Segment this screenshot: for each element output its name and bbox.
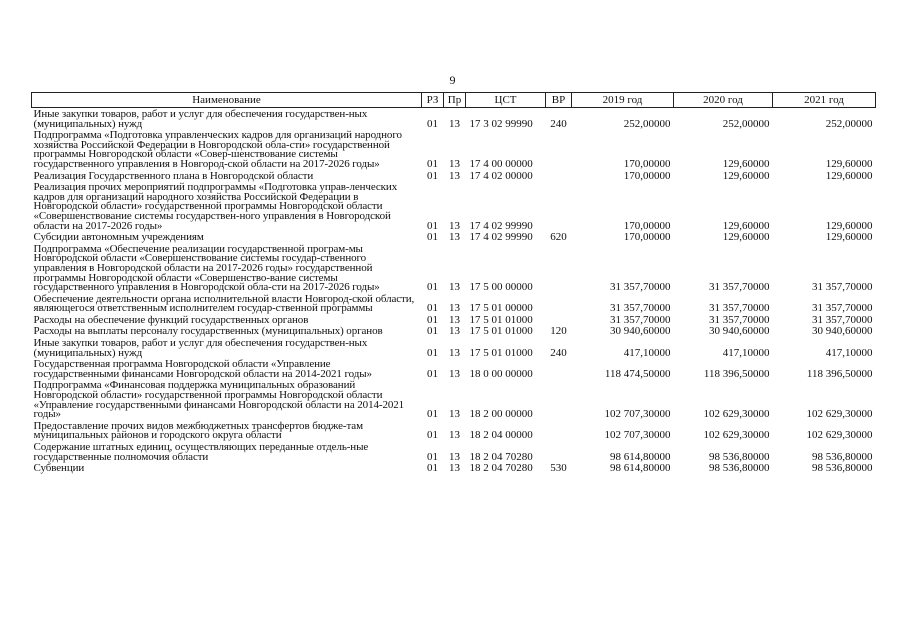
row-vr: 530 [550, 462, 567, 475]
table-row [32, 314, 876, 326]
row-2019: 31 357,70000 [610, 281, 671, 294]
row-vr: 620 [550, 231, 567, 244]
row-vr [546, 170, 572, 182]
row-vr: 120 [550, 325, 567, 338]
row-2021: 98 536,80000 [812, 450, 873, 463]
row-2019: 170,00000 [623, 169, 671, 182]
table-row [32, 325, 876, 337]
row-pr: 13 [449, 346, 460, 359]
row-pr: 13 [449, 462, 460, 475]
row-name: Иные закупки товаров, работ и услуг для обеспечения государствен-ных (муниципальных) нужд [33, 108, 368, 130]
row-pr: 13 [449, 302, 460, 315]
row-2020: 417,10000 [722, 346, 770, 359]
row-cst: 17 3 02 99990 [469, 117, 533, 130]
row-2019: 102 707,30000 [604, 429, 671, 442]
row-pr: 13 [449, 157, 460, 170]
row-pr: 13 [449, 313, 460, 326]
row-pr: 13 [449, 408, 460, 421]
row-2020: 129,60000 [722, 169, 770, 182]
table-row [32, 129, 876, 169]
row-rz: 01 [427, 117, 438, 130]
row-cst: 18 0 00 00000 [469, 367, 533, 380]
row-2020: 129,60000 [722, 231, 770, 244]
header-pr: Пр [444, 93, 466, 108]
row-pr: 13 [449, 117, 460, 130]
row-cst: 17 4 02 99990 [469, 231, 533, 244]
row-2019: 98 614,80000 [610, 462, 671, 475]
row-rz: 01 [427, 302, 438, 315]
row-name: Реализация Государственного плана в Новгородской области [33, 169, 314, 182]
header-vr: ВР [546, 93, 572, 108]
row-name: Иные закупки товаров, работ и услуг для обеспечения государствен-ных (муниципальных) нужд [33, 337, 368, 359]
row-2019: 252,00000 [623, 117, 671, 130]
row-name: Реализация прочих мероприятий подпрограммы «Подготовка управ-ленческих кадров для организаций народного хозяйства Российской Федерации в Новгородской области» государственной программы Новгородской области «Совершенствование системы государствен-ного управления в Новгородской области на 2017-2026 годы» [33, 181, 398, 232]
budget-table [31, 92, 876, 474]
header-2019: 2019 год [572, 93, 674, 108]
row-cst: 17 5 01 01000 [469, 313, 533, 326]
row-vr [546, 243, 572, 293]
row-2020: 102 629,30000 [703, 429, 770, 442]
row-name: Обеспечение деятельности органа исполнительной власти Новгород-ской области, являющегося ответственным исполнителем государ-ственной программы [33, 292, 415, 315]
row-2021: 31 357,70000 [812, 313, 873, 326]
row-2021: 129,60000 [825, 219, 873, 232]
row-vr [546, 129, 572, 169]
row-cst: 18 2 04 00000 [469, 429, 533, 442]
table-row [32, 231, 876, 243]
row-2021: 30 940,60000 [812, 325, 873, 338]
table-row [32, 441, 876, 462]
table-row [32, 108, 876, 130]
row-cst: 18 2 00 00000 [469, 408, 533, 421]
row-rz: 01 [427, 429, 438, 442]
row-rz: 01 [427, 281, 438, 294]
row-cst: 17 5 00 00000 [469, 281, 533, 294]
row-cst: 18 2 04 70280 [469, 450, 533, 463]
row-rz: 01 [427, 462, 438, 475]
row-rz: 01 [427, 169, 438, 182]
row-name: Подпрограмма «Подготовка управленческих кадров для организаций народного хозяйства Российской Федерации в Новгородской обла-сти» государственной программы Новгородской области «Совер-шенствование системы государственного управления в Новгород-ской области на 2017-2026 годы» [33, 129, 402, 170]
row-2021: 129,60000 [825, 169, 873, 182]
row-name: Субсидии автономным учреждениям [33, 231, 204, 244]
row-pr: 13 [449, 231, 460, 244]
row-name: Подпрограмма «Финансовая поддержка муниципальных образований Новгородской области» государственной программы Новгородской области «Управление государственными финансами Новгородской области на 2014-2021 годы» [33, 379, 405, 421]
row-name: Расходы на выплаты персоналу государственных (муниципальных) органов [33, 325, 383, 338]
row-2020: 31 357,70000 [709, 313, 770, 326]
row-2021: 31 357,70000 [812, 302, 873, 315]
row-pr: 13 [449, 429, 460, 442]
row-2020: 31 357,70000 [709, 302, 770, 315]
row-2019: 170,00000 [623, 231, 671, 244]
row-cst: 17 5 01 00000 [469, 302, 533, 315]
row-rz: 01 [427, 157, 438, 170]
row-2021: 31 357,70000 [812, 281, 873, 294]
row-vr [546, 181, 572, 231]
row-2021: 417,10000 [825, 346, 873, 359]
row-cst: 17 4 00 00000 [469, 157, 533, 170]
table-row [32, 170, 876, 182]
row-vr [546, 420, 572, 441]
row-vr: 240 [550, 346, 567, 359]
header-name: Наименование [32, 93, 422, 108]
row-2021: 118 396,50000 [806, 367, 873, 380]
row-cst: 17 5 01 01000 [469, 346, 533, 359]
table-row [32, 420, 876, 441]
row-rz: 01 [427, 346, 438, 359]
row-2021: 98 536,80000 [812, 462, 873, 475]
row-name: Содержание штатных единиц, осуществляющих переданные отдель-ные государственные полномочия области [33, 441, 369, 463]
table-row [32, 462, 876, 474]
row-2021: 252,00000 [825, 117, 873, 130]
row-2019: 170,00000 [623, 219, 671, 232]
row-2019: 170,00000 [623, 157, 671, 170]
row-name: Субвенции [33, 462, 85, 475]
row-2020: 98 536,80000 [709, 462, 770, 475]
row-2020: 98 536,80000 [709, 450, 770, 463]
table-row [32, 181, 876, 231]
table-body [32, 108, 876, 474]
page-number: 9 [449, 73, 456, 87]
row-2019: 417,10000 [623, 346, 671, 359]
row-pr: 13 [449, 450, 460, 463]
row-vr [546, 314, 572, 326]
table-row [32, 293, 876, 314]
row-2020: 102 629,30000 [703, 408, 770, 421]
row-vr [546, 379, 572, 419]
row-cst: 17 5 01 01000 [469, 325, 533, 338]
row-name: Расходы на обеспечение функций государственных органов [33, 313, 309, 326]
header-2021: 2021 год [773, 93, 876, 108]
row-pr: 13 [449, 281, 460, 294]
row-rz: 01 [427, 313, 438, 326]
row-2019: 98 614,80000 [610, 450, 671, 463]
row-rz: 01 [427, 219, 438, 232]
header-rz: РЗ [422, 93, 444, 108]
row-2019: 118 474,50000 [604, 367, 671, 380]
row-vr [546, 358, 572, 379]
row-2020: 30 940,60000 [709, 325, 770, 338]
row-2019: 102 707,30000 [604, 408, 671, 421]
row-name: Подпрограмма «Обеспечение реализации государственной програм-мы Новгородской области «Совершенствование системы государ-ственного управления в Новгородской области на 2017-2026 годы» государственной программы Новгородской области «Совершенство-вание системы государственного управления в Новгородской обла-сти на 2017-2026 годы» [33, 242, 380, 294]
row-2020: 129,60000 [722, 157, 770, 170]
row-2019: 31 357,70000 [610, 313, 671, 326]
row-name: Государственная программа Новгородской области «Управление государственными финансами Новгородской области на 2014-2021 годы» [33, 358, 372, 380]
row-2020: 31 357,70000 [709, 281, 770, 294]
row-rz: 01 [427, 231, 438, 244]
header-cst: ЦСТ [466, 93, 546, 108]
row-vr [546, 441, 572, 462]
table-row [32, 358, 876, 379]
header-2020: 2020 год [674, 93, 773, 108]
table-row [32, 337, 876, 358]
row-2020: 129,60000 [722, 219, 770, 232]
row-rz: 01 [427, 325, 438, 338]
row-pr: 13 [449, 367, 460, 380]
row-cst: 17 4 02 99990 [469, 219, 533, 232]
row-2020: 252,00000 [722, 117, 770, 130]
row-2019: 31 357,70000 [610, 302, 671, 315]
row-pr: 13 [449, 169, 460, 182]
table-row [32, 243, 876, 293]
row-cst: 17 4 02 00000 [469, 169, 533, 182]
row-vr: 240 [550, 117, 567, 130]
row-2021: 129,60000 [825, 231, 873, 244]
row-2019: 30 940,60000 [610, 325, 671, 338]
row-vr [546, 293, 572, 314]
row-cst: 18 2 04 70280 [469, 462, 533, 475]
row-rz: 01 [427, 408, 438, 421]
row-2021: 129,60000 [825, 157, 873, 170]
table-row [32, 379, 876, 419]
row-rz: 01 [427, 367, 438, 380]
row-2021: 102 629,30000 [806, 408, 873, 421]
row-pr: 13 [449, 325, 460, 338]
table-header-row [32, 93, 876, 108]
row-rz: 01 [427, 450, 438, 463]
row-2021: 102 629,30000 [806, 429, 873, 442]
row-pr: 13 [449, 219, 460, 232]
row-2020: 118 396,50000 [703, 367, 770, 380]
row-name: Предоставление прочих видов межбюджетных трансфертов бюдже-там муниципальных районов и городского округа области [33, 419, 363, 442]
